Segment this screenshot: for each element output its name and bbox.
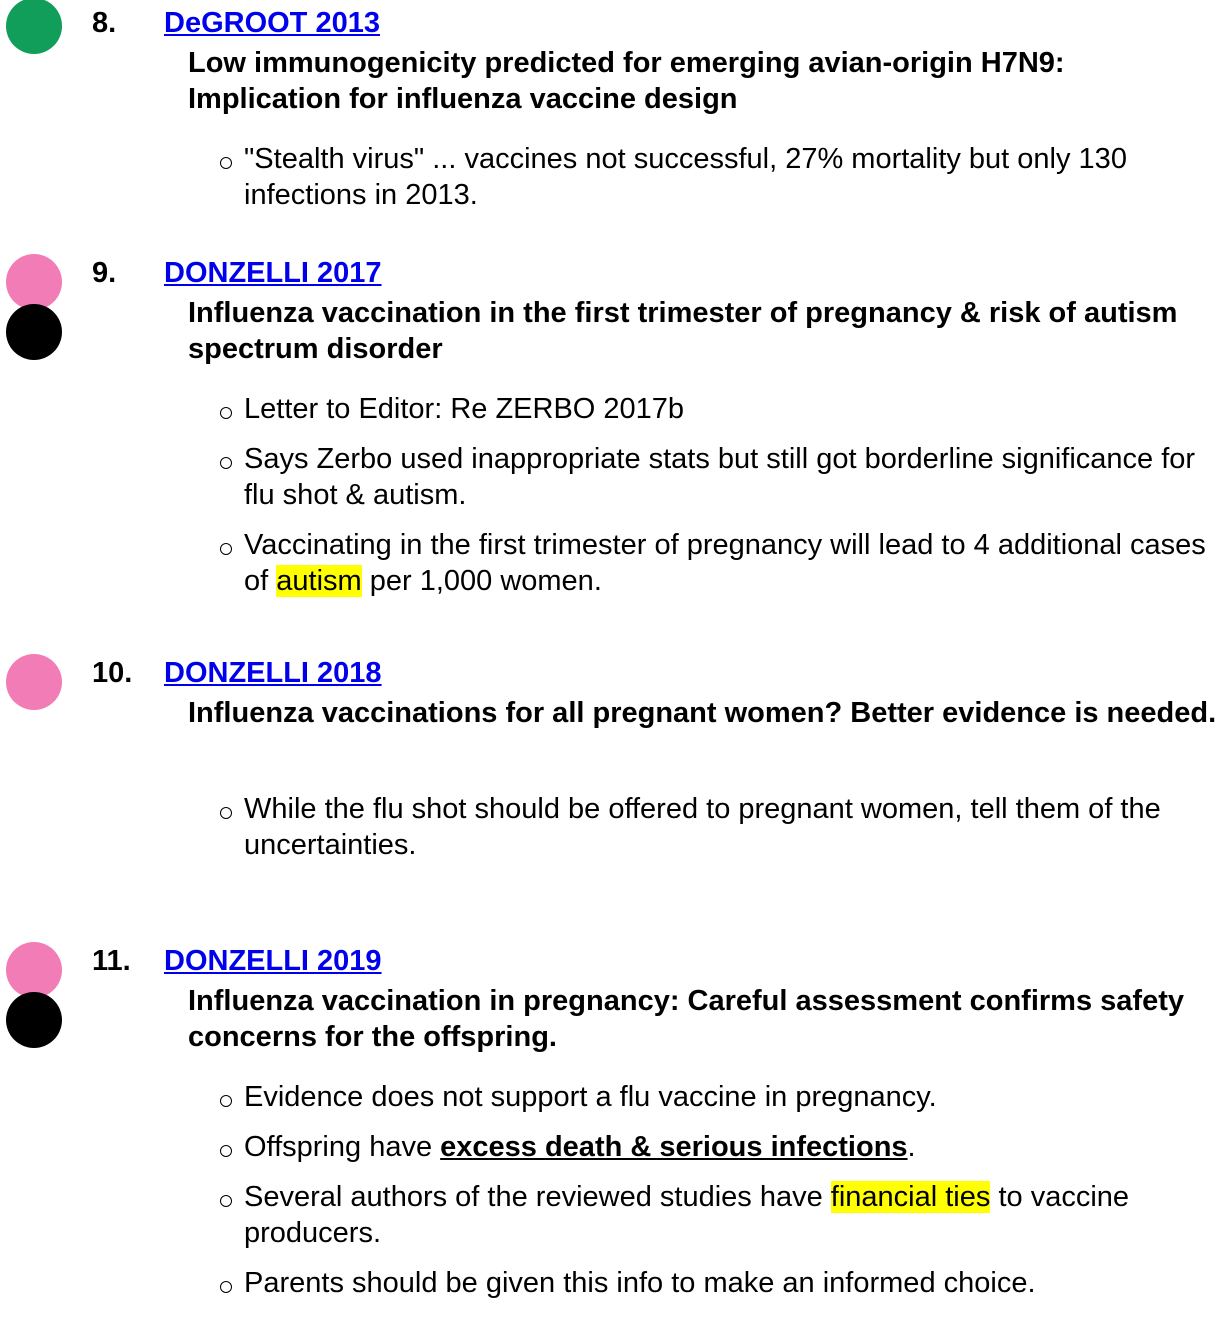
entry-title: Influenza vaccination in pregnancy: Careful assessment confirms safety concerns for the offspring. — [188, 985, 1184, 1053]
bullet-text: While the flu shot should be offered to pregnant women, tell them of the uncertainties. — [244, 793, 1161, 861]
list-item — [188, 1179, 1228, 1251]
bullet-text: "Stealth virus" ... vaccines not successful, 27% mortality but only 130 infections in 2013. — [244, 143, 1127, 211]
bullet-circle-icon — [220, 1095, 232, 1107]
bullet-circle-icon — [220, 807, 232, 819]
bullet-circle-icon — [220, 457, 232, 469]
entry-title: Influenza vaccinations for all pregnant women? Better evidence is needed. — [188, 697, 1217, 729]
bullet-text-pre: Offspring have — [244, 1131, 441, 1163]
entry-number: 9. — [92, 257, 117, 289]
bullet-text: Parents should be given this info to make an informed choice. — [244, 1267, 1036, 1299]
bullet-text-post: . — [907, 1131, 916, 1163]
list-item — [188, 141, 1228, 213]
entry-number: 8. — [92, 7, 117, 39]
bullet-text-post: per 1,000 women. — [361, 565, 602, 597]
list-item — [188, 1129, 1228, 1165]
entry-title: Influenza vaccination in the first trimester of pregnancy & risk of autism spectrum disorder — [188, 297, 1178, 365]
list-item — [188, 791, 1228, 863]
highlighted-text: financial ties — [830, 1181, 991, 1213]
list-item — [188, 527, 1228, 599]
emphasized-text: excess death & serious infections — [440, 1131, 908, 1163]
bullet-circle-icon — [220, 1195, 232, 1207]
bullet-circle-icon — [220, 1145, 232, 1157]
black-dot-icon — [6, 304, 62, 360]
black-dot-icon — [6, 992, 62, 1048]
bullet-circle-icon — [220, 1281, 232, 1293]
entry-title: Low immunogenicity predicted for emerging avian-origin H7N9: Implication for influenza vaccine design — [188, 47, 1065, 115]
green-dot-icon — [6, 0, 62, 54]
pink-dot-icon — [6, 654, 62, 710]
bullet-text: Evidence does not support a flu vaccine in pregnancy. — [244, 1081, 937, 1113]
pink-dot-icon — [6, 942, 62, 998]
bullet-list — [188, 391, 1228, 613]
bullet-circle-icon — [220, 407, 232, 419]
highlighted-text: autism — [276, 565, 362, 597]
bullet-circle-icon — [220, 157, 232, 169]
list-item — [188, 1265, 1228, 1301]
reference-link-degroot-2013[interactable]: DeGROOT 2013 — [164, 7, 380, 39]
bullet-text-pre: Several authors of the reviewed studies have — [244, 1181, 831, 1213]
reference-link-donzelli-2019[interactable]: DONZELLI 2019 — [164, 945, 382, 977]
reference-link-donzelli-2018[interactable]: DONZELLI 2018 — [164, 657, 382, 689]
bullet-text: Says Zerbo used inappropriate stats but still got borderline significance for flu shot & autism. — [244, 443, 1196, 511]
pink-dot-icon — [6, 254, 62, 310]
list-item — [188, 391, 1228, 427]
bullet-circle-icon — [220, 543, 232, 555]
list-item — [188, 441, 1228, 513]
bullet-list — [188, 141, 1228, 227]
bullet-list — [188, 791, 1228, 877]
entry-number: 11. — [92, 945, 131, 977]
bullet-text: Letter to Editor: Re ZERBO 2017b — [244, 393, 685, 425]
bullet-text-post: to vaccine producers. — [244, 1181, 1130, 1249]
reference-link-donzelli-2017[interactable]: DONZELLI 2017 — [164, 257, 382, 289]
bullet-text-pre: Vaccinating in the first trimester of pregnancy will lead to 4 additional cases of — [244, 529, 1206, 597]
bullet-list — [188, 1079, 1228, 1315]
entry-number: 10. — [92, 657, 133, 689]
list-item — [188, 1079, 1228, 1115]
